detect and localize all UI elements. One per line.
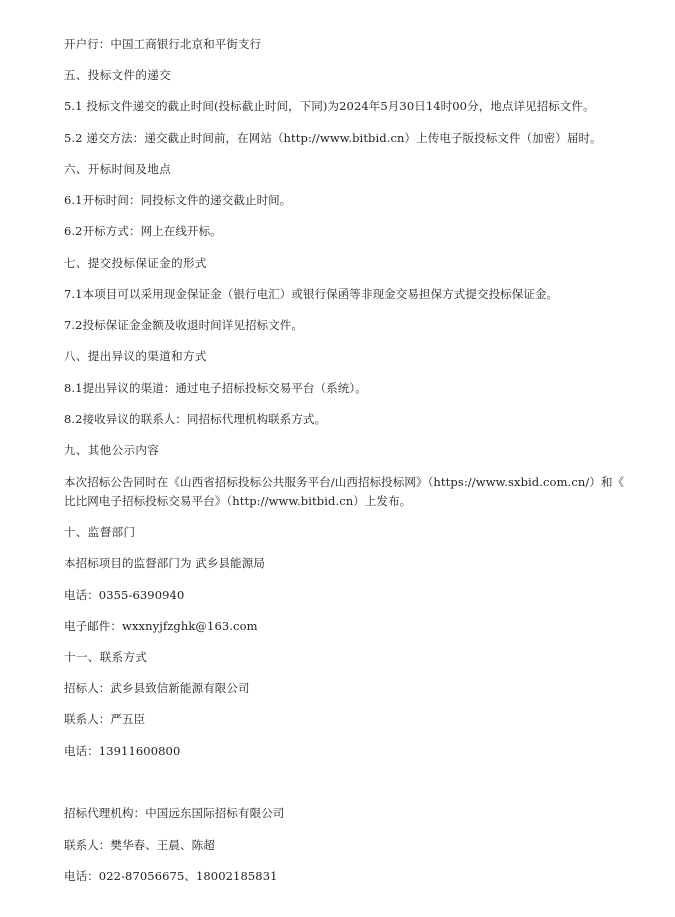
section-9-text-line-1: 本次招标公告同时在《山西省招标投标公共服务平台/山西招标投标网》（https://www.sxbid.com.cn/）和《 bbox=[64, 475, 625, 489]
section-6-2-text: 6.2开标方式：网上在线开标。 bbox=[64, 224, 222, 238]
agency-phone: 电话：022-87056675、18002185831 bbox=[64, 869, 278, 883]
section-6-heading: 六、开标时间及地点 bbox=[64, 162, 172, 176]
section-6-1-text: 6.1开标时间：同投标文件的递交截止时间。 bbox=[64, 193, 292, 207]
agency-contact: 联系人：樊华春、王晨、陈超 bbox=[64, 838, 215, 852]
agency-name: 招标代理机构：中国远东国际招标有限公司 bbox=[64, 806, 285, 820]
section-10-heading: 十、监督部门 bbox=[64, 525, 136, 539]
supervision-email: 电子邮件：wxxnyjfzghk@163.com bbox=[64, 619, 258, 633]
section-5-1-text: 5.1 投标文件递交的截止时间(投标截止时间，下同)为2024年5月30日14时00分，地点详见招标文件。 bbox=[64, 99, 595, 113]
section-7-2-text: 7.2投标保证金金额及收退时间详见招标文件。 bbox=[64, 318, 303, 332]
section-9-text-line-2: 比比网电子招标投标交易平台》（http://www.bitbid.cn）上发布。 bbox=[64, 494, 412, 508]
tenderer-contact: 联系人：严五臣 bbox=[64, 712, 146, 726]
tenderer-name: 招标人：武乡县致信新能源有限公司 bbox=[64, 681, 250, 695]
section-9-heading: 九、其他公示内容 bbox=[64, 443, 160, 457]
section-5-2-text: 5.2 递交方法：递交截止时间前，在网站（http://www.bitbid.cn）上传电子版投标文件（加密）届时。 bbox=[64, 131, 602, 145]
section-7-1-text: 7.1本项目可以采用现金保证金（银行电汇）或银行保函等非现金交易担保方式提交投标保证金。 bbox=[64, 287, 559, 301]
section-8-heading: 八、提出异议的渠道和方式 bbox=[64, 349, 207, 363]
section-7-heading: 七、提交投标保证金的形式 bbox=[64, 256, 207, 270]
supervision-department: 本招标项目的监督部门为 武乡县能源局 bbox=[64, 556, 265, 570]
section-8-1-text: 8.1提出异议的渠道：通过电子招标投标交易平台（系统）。 bbox=[64, 381, 367, 395]
section-5-heading: 五、投标文件的递交 bbox=[64, 68, 172, 82]
supervision-phone: 电话：0355-6390940 bbox=[64, 588, 185, 602]
bank-line: 开户行：中国工商银行北京和平街支行 bbox=[64, 37, 262, 51]
section-11-heading: 十一、联系方式 bbox=[64, 650, 148, 664]
section-8-2-text: 8.2接收异议的联系人：同招标代理机构联系方式。 bbox=[64, 412, 327, 426]
tenderer-phone: 电话：13911600800 bbox=[64, 744, 181, 758]
